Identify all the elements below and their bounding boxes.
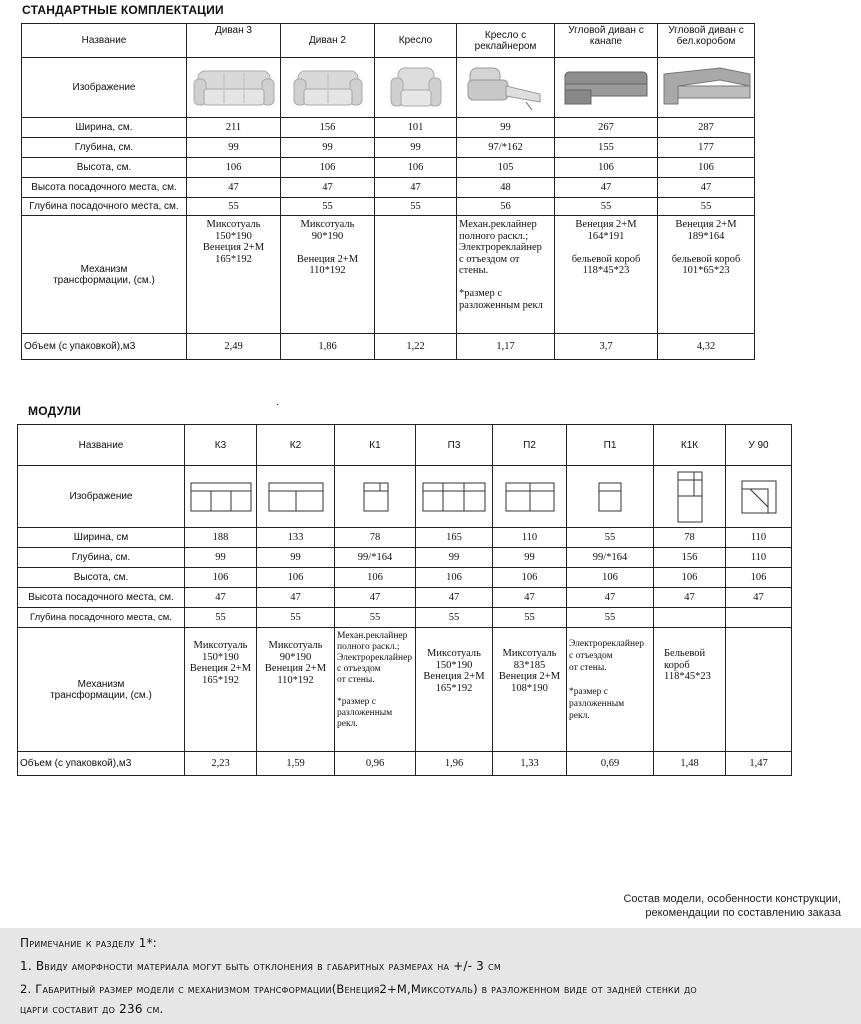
std-volume-c5: 4,32 bbox=[658, 334, 755, 360]
mod-seat-height-c5: 47 bbox=[567, 588, 654, 608]
mod-seat-depth-c5: 55 bbox=[567, 608, 654, 628]
mod-label-image: Изображение bbox=[18, 466, 185, 528]
std-label-depth: Глубина, см. bbox=[22, 138, 187, 158]
mod-mech-c1: Миксотуаль 90*190 Венеция 2+М 110*192 bbox=[257, 628, 335, 752]
std-seat-depth-c0: 55 bbox=[187, 198, 281, 216]
page-caption bbox=[623, 892, 841, 920]
recliner-image bbox=[457, 58, 555, 118]
std-volume-c0: 2,49 bbox=[187, 334, 281, 360]
std-width-c1: 156 bbox=[281, 118, 375, 138]
notes-heading: Примечание к разделу 1*: bbox=[20, 936, 158, 950]
mod-depth-c7: 110 bbox=[726, 548, 792, 568]
mod-mech-c3: Миксотуаль 150*190 Венеция 2+М 165*192 bbox=[416, 628, 493, 752]
mod-seat-depth-c7 bbox=[726, 608, 792, 628]
mod-height-c1: 106 bbox=[257, 568, 335, 588]
std-label-width: Ширина, см. bbox=[22, 118, 187, 138]
mod-width-c0: 188 bbox=[185, 528, 257, 548]
mod-name-c2: К1 bbox=[335, 425, 416, 466]
std-mech-c1: Миксотуаль 90*190 Венеция 2+М 110*192 bbox=[281, 216, 375, 334]
std-depth-c3: 97/*162 bbox=[457, 138, 555, 158]
mod-mech-c6: Бельевой короб 118*45*23 bbox=[654, 628, 726, 752]
mod-height-c4: 106 bbox=[493, 568, 567, 588]
std-seat-height-c4: 47 bbox=[555, 178, 658, 198]
note-1: 1. Ввиду аморфности материала могут быть отклонения в габаритных размерах на +/- 3 см bbox=[20, 959, 501, 973]
mod-height-c5: 106 bbox=[567, 568, 654, 588]
mod-volume-c2: 0,96 bbox=[335, 752, 416, 776]
std-seat-height-c0: 47 bbox=[187, 178, 281, 198]
mod-volume-c5: 0,69 bbox=[567, 752, 654, 776]
std-row-image bbox=[22, 58, 755, 118]
mod-name-c7: У 90 bbox=[726, 425, 792, 466]
notes-box bbox=[0, 928, 861, 1024]
standard-configurations-table bbox=[21, 23, 755, 360]
mod-volume-c6: 1,48 bbox=[654, 752, 726, 776]
mod-label-mechanism: Механизм трансформации, (см.) bbox=[18, 628, 185, 752]
mod-volume-c4: 1,33 bbox=[493, 752, 567, 776]
mod-depth-c4: 99 bbox=[493, 548, 567, 568]
mod-seat-depth-c4: 55 bbox=[493, 608, 567, 628]
std-mech-c2 bbox=[375, 216, 457, 334]
mod-depth-c5: 99/*164 bbox=[567, 548, 654, 568]
armchair-image bbox=[375, 58, 457, 118]
stray-dot: · bbox=[276, 399, 280, 410]
mod-height-c2: 106 bbox=[335, 568, 416, 588]
modules-section-title: МОДУЛИ bbox=[28, 404, 82, 418]
std-label-volume: Объем (с упаковкой),м3 bbox=[22, 334, 187, 360]
mod-depth-c2: 99/*164 bbox=[335, 548, 416, 568]
mod-name-c1: К2 bbox=[257, 425, 335, 466]
std-seat-height-c5: 47 bbox=[658, 178, 755, 198]
mod-seat-depth-c0: 55 bbox=[185, 608, 257, 628]
std-seat-height-c3: 48 bbox=[457, 178, 555, 198]
mod-seat-depth-c3: 55 bbox=[416, 608, 493, 628]
mod-label-volume: Объем (с упаковкой),м3 bbox=[18, 752, 185, 776]
mod-width-c5: 55 bbox=[567, 528, 654, 548]
mod-label-name: Название bbox=[18, 425, 185, 466]
mod-name-c6: К1К bbox=[654, 425, 726, 466]
std-seat-depth-c2: 55 bbox=[375, 198, 457, 216]
std-name-c5: Угловой диван с бел.коробом bbox=[658, 24, 755, 58]
std-label-height: Высота, см. bbox=[22, 158, 187, 178]
mod-height-c3: 106 bbox=[416, 568, 493, 588]
sofa3-image bbox=[187, 58, 281, 118]
mod-depth-c3: 99 bbox=[416, 548, 493, 568]
std-volume-c3: 1,17 bbox=[457, 334, 555, 360]
std-name-c3: Кресло с реклайнером bbox=[457, 24, 555, 58]
mod-label-depth: Глубина, см. bbox=[18, 548, 185, 568]
std-label-name: Название bbox=[22, 24, 187, 58]
mod-width-c1: 133 bbox=[257, 528, 335, 548]
module-k1k-diagram bbox=[654, 466, 726, 528]
modules-table bbox=[17, 424, 792, 776]
mod-width-c7: 110 bbox=[726, 528, 792, 548]
mod-height-c6: 106 bbox=[654, 568, 726, 588]
mod-seat-height-c4: 47 bbox=[493, 588, 567, 608]
std-depth-c5: 177 bbox=[658, 138, 755, 158]
std-width-c2: 101 bbox=[375, 118, 457, 138]
mod-depth-c0: 99 bbox=[185, 548, 257, 568]
std-mech-c5: Венеция 2+М 189*164 бельевой короб 101*65*23 bbox=[658, 216, 755, 334]
mod-label-width: Ширина, см bbox=[18, 528, 185, 548]
mod-name-c0: К3 bbox=[185, 425, 257, 466]
mod-name-c3: П3 bbox=[416, 425, 493, 466]
mod-volume-c0: 2,23 bbox=[185, 752, 257, 776]
mod-seat-depth-c1: 55 bbox=[257, 608, 335, 628]
module-p2-diagram bbox=[493, 466, 567, 528]
std-seat-depth-c5: 55 bbox=[658, 198, 755, 216]
module-u90-diagram bbox=[726, 466, 792, 528]
mod-height-c7: 106 bbox=[726, 568, 792, 588]
standard-section-title: СТАНДАРТНЫЕ КОМПЛЕКТАЦИИ bbox=[22, 3, 224, 17]
std-seat-depth-c1: 55 bbox=[281, 198, 375, 216]
std-row-name bbox=[22, 24, 755, 58]
mod-depth-c1: 99 bbox=[257, 548, 335, 568]
std-depth-c0: 99 bbox=[187, 138, 281, 158]
std-label-mechanism: Механизм трансформации, (см.) bbox=[22, 216, 187, 334]
std-height-c3: 105 bbox=[457, 158, 555, 178]
caption-line-1: Состав модели, особенности конструкции, bbox=[623, 893, 841, 905]
module-p1-diagram bbox=[567, 466, 654, 528]
std-volume-c2: 1,22 bbox=[375, 334, 457, 360]
std-volume-c4: 3,7 bbox=[555, 334, 658, 360]
std-depth-c4: 155 bbox=[555, 138, 658, 158]
mod-seat-height-c7: 47 bbox=[726, 588, 792, 608]
mod-mech-c7 bbox=[726, 628, 792, 752]
mod-seat-depth-c2: 55 bbox=[335, 608, 416, 628]
module-k3-diagram bbox=[185, 466, 257, 528]
std-seat-height-c2: 47 bbox=[375, 178, 457, 198]
std-mech-c0: Миксотуаль 150*190 Венеция 2+М 165*192 bbox=[187, 216, 281, 334]
std-volume-c1: 1,86 bbox=[281, 334, 375, 360]
module-k1-diagram bbox=[335, 466, 416, 528]
mod-volume-c7: 1,47 bbox=[726, 752, 792, 776]
std-depth-c1: 99 bbox=[281, 138, 375, 158]
std-label-seat-depth: Глубина посадочного места, см. bbox=[22, 198, 187, 216]
mod-height-c0: 106 bbox=[185, 568, 257, 588]
std-label-seat-height: Высота посадочного места, см. bbox=[22, 178, 187, 198]
mod-width-c4: 110 bbox=[493, 528, 567, 548]
note-2a: 2. Габаритный размер модели с механизмом трансформации(Венеция2+М,Миксотуаль) в разложенном виде от задней стенки до bbox=[20, 982, 697, 996]
std-height-c4: 106 bbox=[555, 158, 658, 178]
std-height-c5: 106 bbox=[658, 158, 755, 178]
mod-width-c3: 165 bbox=[416, 528, 493, 548]
std-seat-depth-c3: 56 bbox=[457, 198, 555, 216]
mod-mech-c2: Механ.реклайнер полного раскл.; Электрореклайнер с отъездом от стены. *размер с разложенным рекл. bbox=[335, 628, 416, 752]
std-name-c0: Диван 3 bbox=[187, 24, 281, 58]
std-width-c5: 287 bbox=[658, 118, 755, 138]
std-mech-c4: Венеция 2+М 164*191 бельевой короб 118*45*23 bbox=[555, 216, 658, 334]
mod-seat-height-c3: 47 bbox=[416, 588, 493, 608]
mod-name-c4: П2 bbox=[493, 425, 567, 466]
mod-seat-depth-c6 bbox=[654, 608, 726, 628]
mod-mech-c5: Электрореклайнер с отъездом от стены. *размер с разложенным рекл. bbox=[567, 628, 654, 752]
std-height-c2: 106 bbox=[375, 158, 457, 178]
std-height-c0: 106 bbox=[187, 158, 281, 178]
mod-width-c6: 78 bbox=[654, 528, 726, 548]
std-name-c4: Угловой диван с канапе bbox=[555, 24, 658, 58]
std-width-c3: 99 bbox=[457, 118, 555, 138]
corner-sofa-kanape-image bbox=[555, 58, 658, 118]
module-k2-diagram bbox=[257, 466, 335, 528]
mod-seat-height-c6: 47 bbox=[654, 588, 726, 608]
sofa2-image bbox=[281, 58, 375, 118]
mod-seat-height-c0: 47 bbox=[185, 588, 257, 608]
mod-volume-c1: 1,59 bbox=[257, 752, 335, 776]
mod-mech-c4: Миксотуаль 83*185 Венеция 2+М 108*190 bbox=[493, 628, 567, 752]
std-name-c2: Кресло bbox=[375, 24, 457, 58]
std-mech-c3: Механ.реклайнер полного раскл.; Электрореклайнер с отъездом от стены. *размер с разложенным рекл bbox=[457, 216, 555, 334]
mod-volume-c3: 1,96 bbox=[416, 752, 493, 776]
mod-label-height: Высота, см. bbox=[18, 568, 185, 588]
mod-seat-height-c1: 47 bbox=[257, 588, 335, 608]
std-seat-height-c1: 47 bbox=[281, 178, 375, 198]
std-height-c1: 106 bbox=[281, 158, 375, 178]
std-depth-c2: 99 bbox=[375, 138, 457, 158]
corner-sofa-box-image bbox=[658, 58, 755, 118]
module-p3-diagram bbox=[416, 466, 493, 528]
std-label-image: Изображение bbox=[22, 58, 187, 118]
mod-width-c2: 78 bbox=[335, 528, 416, 548]
mod-name-c5: П1 bbox=[567, 425, 654, 466]
mod-label-seat-depth: Глубина посадочного места, см. bbox=[18, 608, 185, 628]
caption-line-2: рекомендации по составлению заказа bbox=[645, 907, 841, 919]
mod-seat-height-c2: 47 bbox=[335, 588, 416, 608]
std-seat-depth-c4: 55 bbox=[555, 198, 658, 216]
std-width-c0: 211 bbox=[187, 118, 281, 138]
std-name-c1: Диван 2 bbox=[281, 24, 375, 58]
mod-depth-c6: 156 bbox=[654, 548, 726, 568]
mod-mech-c0: Миксотуаль 150*190 Венеция 2+М 165*192 bbox=[185, 628, 257, 752]
std-width-c4: 267 bbox=[555, 118, 658, 138]
note-2b: царги составит до 236 см. bbox=[20, 1002, 164, 1016]
mod-label-seat-height: Высота посадочного места, см. bbox=[18, 588, 185, 608]
